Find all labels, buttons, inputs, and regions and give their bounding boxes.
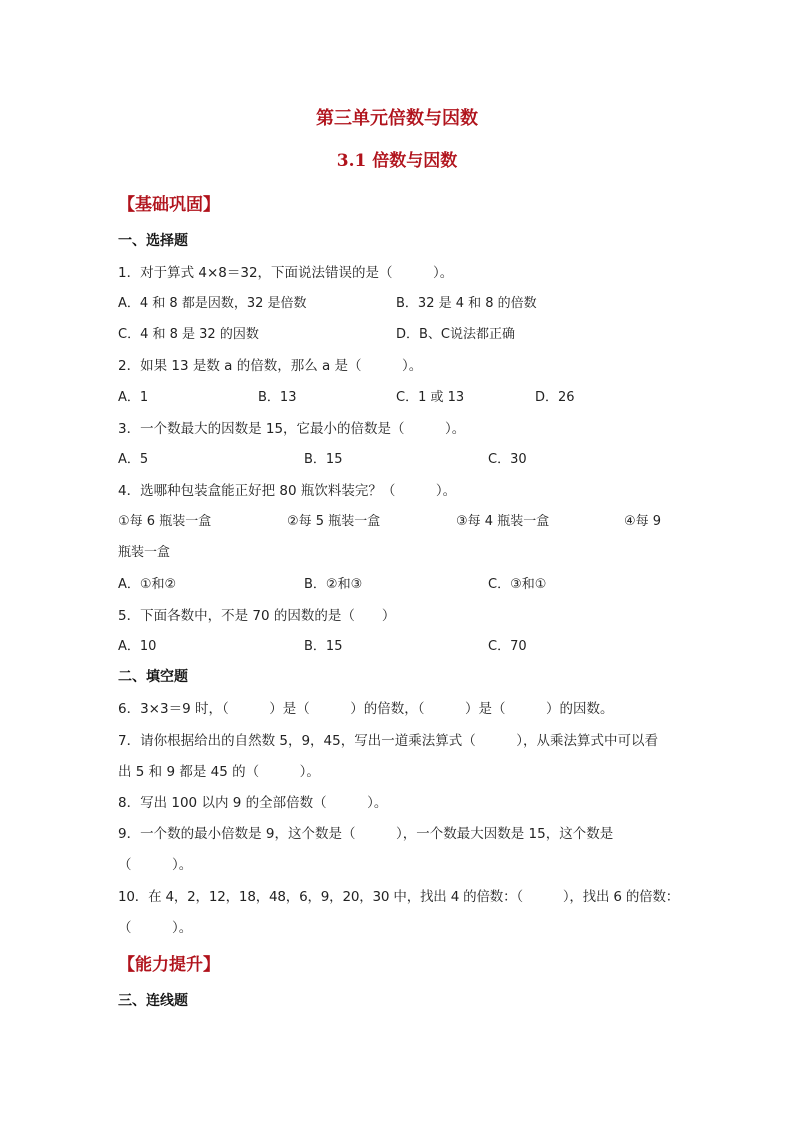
q2-option-d: D．26	[535, 390, 575, 405]
question-1: 1．对于算式 4×8＝32，下面说法错误的是（ ）。	[118, 265, 454, 281]
q5-option-b: B．15	[304, 639, 343, 654]
question-7-line-2: 出 5 和 9 都是 45 的（ ）。	[118, 764, 320, 780]
q2-option-b: B．13	[258, 390, 297, 405]
question-10-line-1: 10．在 4，2，12，18，48，6，9，20，30 中，找出 4 的倍数：（ ），找出 6 的倍数：	[118, 889, 680, 905]
q4-choice-1: ①每 6 瓶装一盒	[118, 514, 212, 529]
q5-option-c: C．70	[488, 639, 527, 654]
question-3: 3．一个数最大的因数是 15，它最小的倍数是（ ）。	[118, 421, 466, 437]
q4-choice-2: ②每 5 瓶装一盒	[287, 514, 381, 529]
question-10-line-2: （ ）。	[118, 920, 193, 936]
question-6: 6．3×3＝9 时，（ ）是（ ）的倍数，（ ）是（ ）的因数。	[118, 701, 614, 717]
question-5: 5．下面各数中，不是 70 的因数的是（ ）	[118, 608, 396, 624]
part-choice-heading: 一、选择题	[118, 233, 188, 249]
question-7-line-1: 7．请你根据给出的自然数 5，9，45，写出一道乘法算式（ ），从乘法算式中可以看	[118, 733, 658, 749]
q4-choice-3: ③每 4 瓶装一盒	[456, 514, 550, 529]
question-9-line-2: （ ）。	[118, 857, 193, 873]
question-9-line-1: 9．一个数的最小倍数是 9，这个数是（ ），一个数最大因数是 15，这个数是	[118, 826, 614, 842]
q4-option-c: C．③和①	[488, 577, 547, 592]
q1-option-a: A．4 和 8 都是因数，32 是倍数	[118, 296, 307, 311]
q4-option-a: A．①和②	[118, 577, 177, 592]
q1-option-c: C．4 和 8 是 32 的因数	[118, 327, 259, 342]
question-4: 4．选哪种包装盒能正好把 80 瓶饮料装完？（ ）。	[118, 483, 457, 499]
q4-choice-4: ④每 9	[624, 514, 662, 529]
section-advanced: 【能力提升】	[118, 955, 220, 975]
q5-option-a: A．10	[118, 639, 157, 654]
q1-option-d: D．B、C说法都正确	[396, 327, 516, 342]
q3-option-a: A．5	[118, 452, 149, 467]
section-basic: 【基础巩固】	[118, 195, 220, 215]
lesson-subtitle: 3.1 倍数与因数	[336, 151, 458, 171]
q4-option-b: B．②和③	[304, 577, 363, 592]
question-2: 2．如果 13 是数 a 的倍数，那么 a 是（ ）。	[118, 358, 423, 374]
question-8: 8．写出 100 以内 9 的全部倍数（ ）。	[118, 795, 388, 811]
part-fill-heading: 二、填空题	[118, 669, 188, 685]
q3-option-b: B．15	[304, 452, 343, 467]
unit-title: 第三单元倍数与因数	[316, 108, 478, 129]
part-matching-heading: 三、连线题	[118, 993, 188, 1009]
q3-option-c: C．30	[488, 452, 527, 467]
q1-option-b: B．32 是 4 和 8 的倍数	[396, 296, 537, 311]
q2-option-c: C．1 或 13	[396, 390, 465, 405]
q4-choice-4-cont: 瓶装一盒	[118, 545, 171, 560]
q2-option-a: A．1	[118, 390, 149, 405]
